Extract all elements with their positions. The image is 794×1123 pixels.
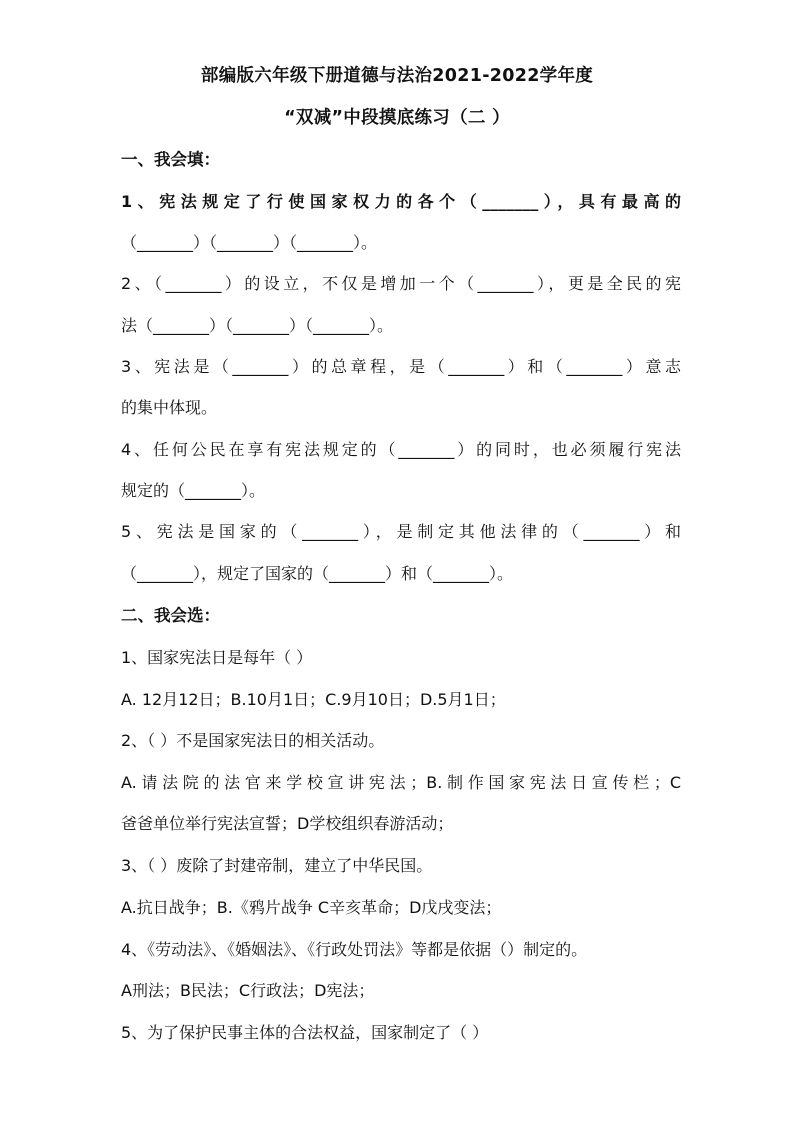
choice-q2: 2、（ ）不是国家宪法日的相关活动。 (121, 731, 385, 750)
section-1-heading: 一、我会填： (121, 150, 220, 169)
choice-q1: 1、国家宪法日是每年（ ） (121, 648, 313, 667)
choice-q4-options: A刑法；B民法；C行政法；D宪法； (121, 981, 375, 1000)
choice-q5: 5、为了保护民事主体的合法权益，国家制定了（ ） (121, 1023, 489, 1042)
fill-q1-line2: （_______）（_______）（_______）。 (121, 233, 378, 252)
fill-q2-line1: 2、（_______）的设立，不仅是增加一个（_______），更是全民的宪 (121, 274, 681, 293)
choice-q1-options: A. 12月12日；B.10月1日；C.9月10日；D.5月1日； (121, 690, 506, 709)
fill-q5-line1: 5、宪法是国家的（_______），是制定其他法律的（_______）和 (121, 522, 681, 541)
document-subtitle: “双减”中段摸底练习（二 ） (284, 108, 510, 128)
fill-q5-line2: （_______），规定了国家的（_______）和（_______）。 (121, 564, 514, 583)
fill-q1-line1: 1、宪法规定了行使国家权力的各个（_______），具有最高的 (121, 192, 681, 211)
document-title: 部编版六年级下册道德与法治2021-2022学年度 (200, 66, 594, 86)
section-2-heading: 二、我会选： (121, 606, 220, 625)
choice-q2-options-line1: A.请法院的法官来学校宣讲宪法；B.制作国家宪法日宣传栏；C (121, 773, 681, 792)
choice-q4: 4、《劳动法》、《婚姻法》、《行政处罚法》等都是依据（）制定的。 (121, 940, 588, 959)
fill-q2-line2: 法（_______）（_______）（_______）。 (121, 316, 394, 335)
choice-q3-options: A.抗日战争；B.《鸦片战争 C辛亥革命；D戊戌变法； (121, 898, 502, 917)
choice-q3: 3、（ ）废除了封建帝制，建立了中华民国。 (121, 856, 433, 875)
choice-q2-options-line2: 爸爸单位举行宪法宣誓；D学校组织春游活动； (121, 814, 454, 833)
fill-q3-line1: 3、宪法是（_______）的总章程，是（_______）和（_______）意志 (121, 357, 681, 376)
fill-q3-line2: 的集中体现。 (121, 398, 218, 417)
fill-q4-line2: 规定的（_______）。 (121, 481, 266, 500)
fill-q4-line1: 4、任何公民在享有宪法规定的（_______）的同时，也必须履行宪法 (121, 440, 681, 459)
